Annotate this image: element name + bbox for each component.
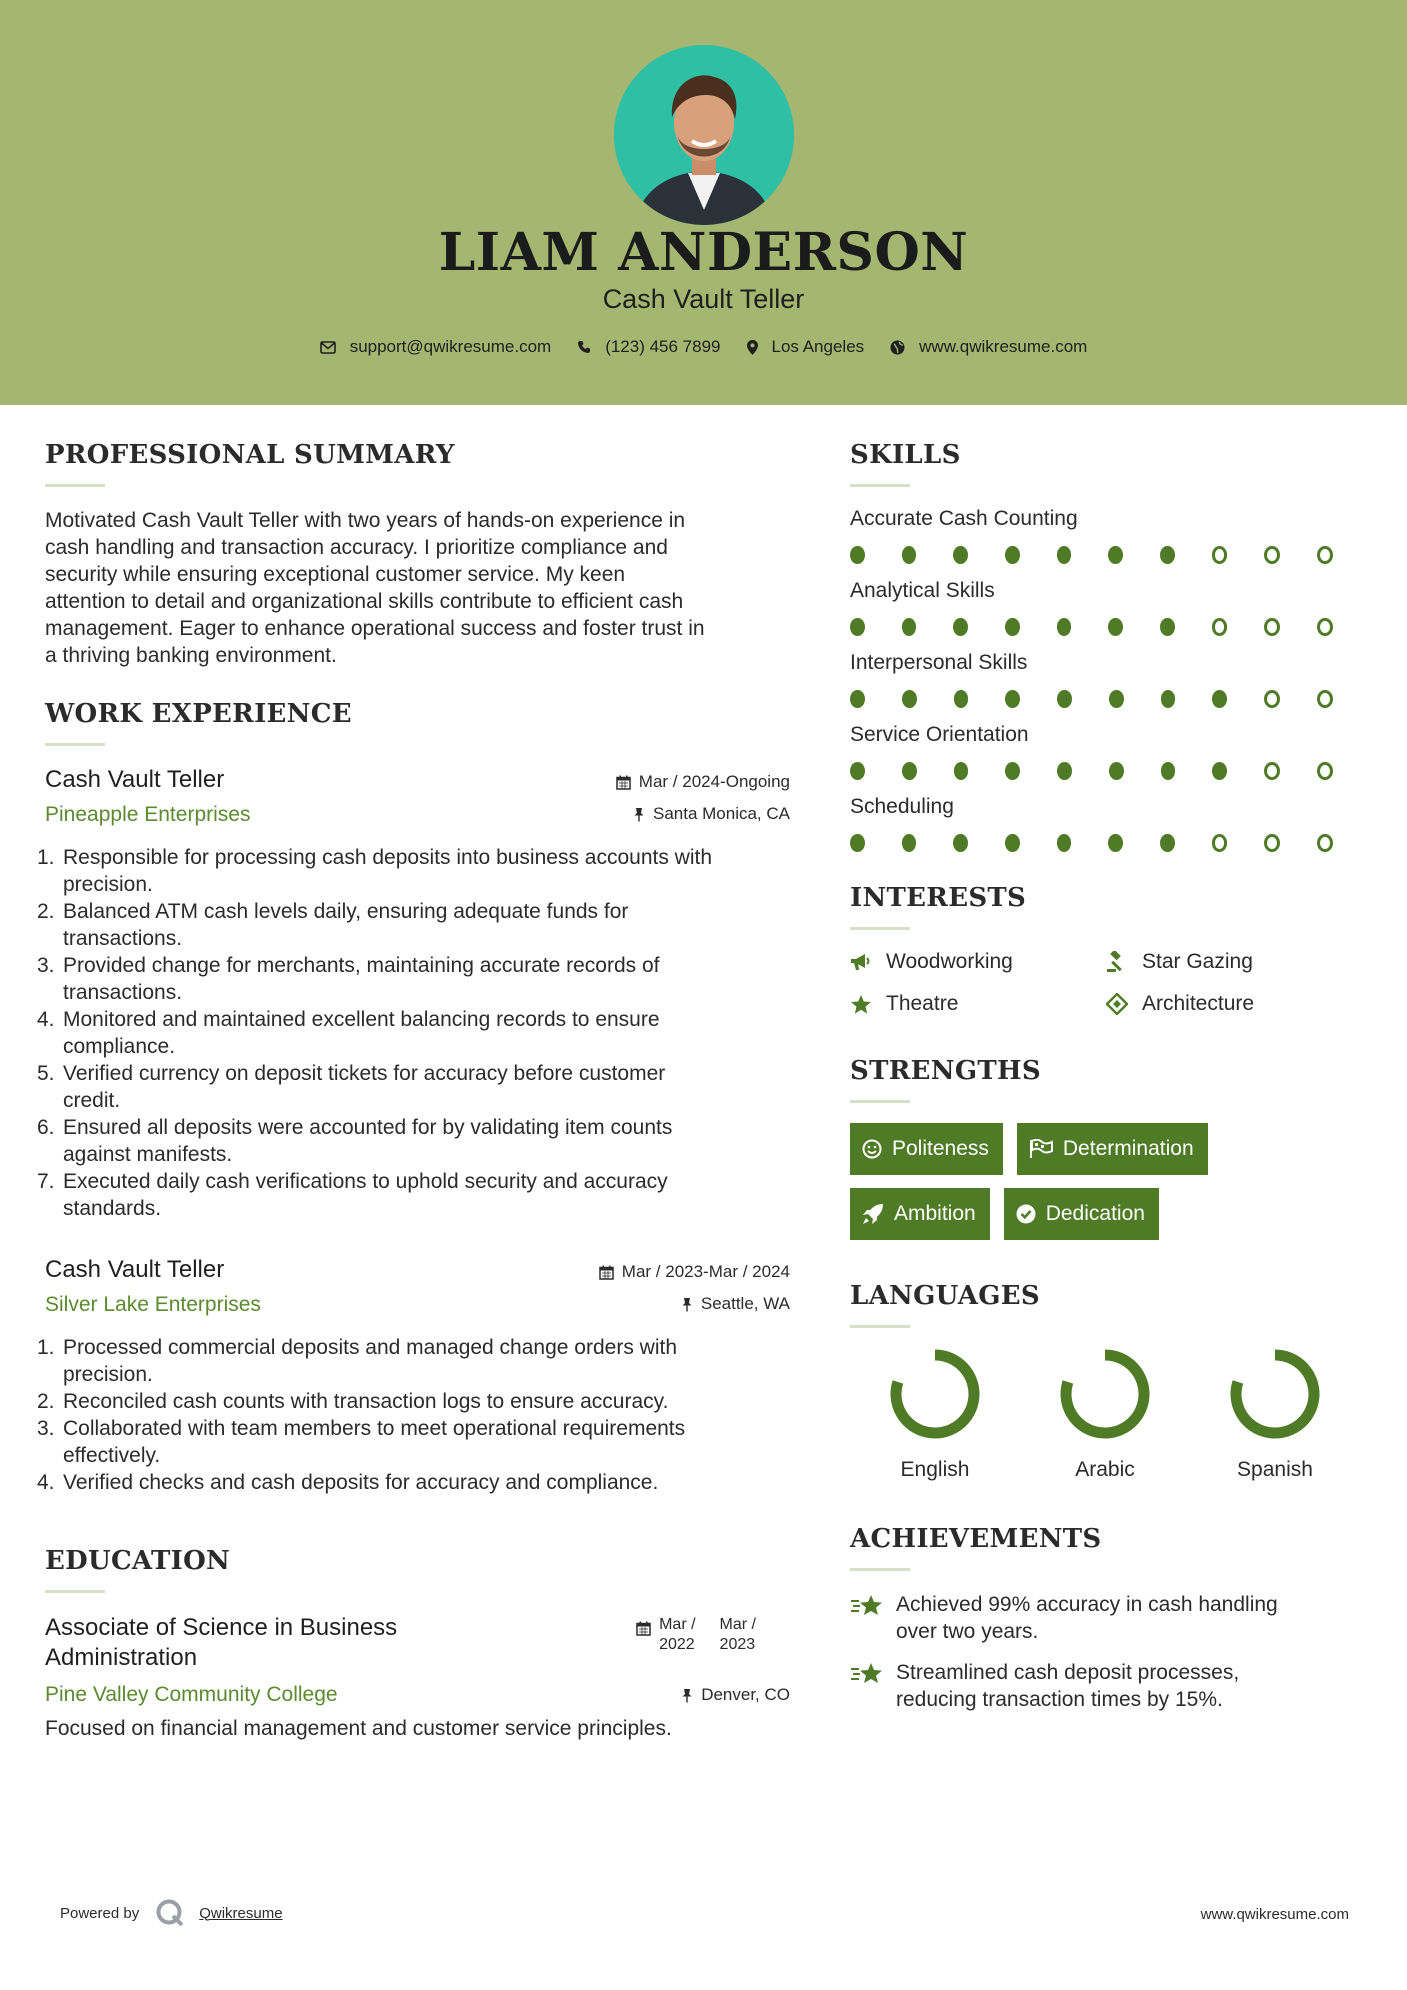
rating-dot-filled — [1005, 834, 1020, 852]
rating-dot-filled — [1109, 690, 1124, 708]
section-title-summary: PROFESSIONAL SUMMARY — [45, 440, 455, 470]
skills-list — [850, 507, 1370, 855]
strengths-section — [850, 1056, 1370, 1253]
profile-photo — [614, 45, 794, 225]
interest-item — [850, 950, 1106, 974]
list-item: 3. Collaborated with team members to meet operational requirements effectively. — [37, 1417, 686, 1467]
skill-item — [850, 723, 1370, 783]
interests-list — [850, 950, 1370, 1016]
education-dates — [636, 1615, 756, 1655]
skill-name: Service Orientation — [850, 723, 1029, 746]
rating-dot-filled — [953, 546, 968, 564]
flag-icon — [1029, 1139, 1053, 1159]
rating-dot-filled — [1057, 690, 1072, 708]
skill-item — [850, 579, 1370, 639]
interest-label: Star Gazing — [1142, 950, 1253, 973]
rating-dot-empty — [1264, 762, 1280, 780]
resume-header — [0, 0, 1407, 405]
languages-section — [850, 1281, 1370, 1482]
job-duties — [37, 844, 790, 1222]
job-location — [633, 804, 790, 824]
section-divider — [850, 1568, 910, 1571]
person-portrait-icon — [614, 45, 794, 225]
section-divider — [45, 743, 105, 746]
map-pin-icon — [747, 340, 758, 355]
list-item: 7. Executed daily cash verifications to uphold security and accuracy standards. — [37, 1170, 668, 1220]
achievement-item — [850, 1591, 1370, 1645]
rating-dot-empty — [1317, 762, 1333, 780]
section-divider — [850, 484, 910, 487]
summary-text — [45, 507, 790, 669]
location-text: Los Angeles — [771, 337, 865, 356]
rating-dot-filled — [1108, 834, 1123, 852]
rating-dot-filled — [1160, 834, 1175, 852]
section-divider — [45, 484, 105, 487]
rating-dot-filled — [850, 834, 865, 852]
rating-dot-filled — [850, 618, 865, 636]
rating-dot-empty — [1317, 546, 1333, 564]
list-item: 1. Responsible for processing cash deposits into business accounts with precision. — [37, 846, 713, 896]
rating-dot-filled — [1108, 618, 1123, 636]
star-award-icon — [850, 1593, 884, 1621]
pushpin-icon — [681, 1297, 693, 1312]
right-column — [850, 440, 1370, 1727]
section-title-strengths: STRENGTHS — [850, 1056, 1041, 1086]
job-title: Cash Vault Teller — [45, 766, 225, 793]
job-title: Cash Vault Teller — [45, 1256, 225, 1283]
summary-line: cash handling and transaction accuracy. I prioritize compliance and — [45, 536, 668, 559]
rating-dot-filled — [1160, 546, 1175, 564]
footer-url[interactable]: www.qwikresume.com — [1200, 1906, 1349, 1923]
job-header — [45, 1256, 790, 1324]
education-location — [681, 1685, 790, 1705]
rating-dot-filled — [954, 762, 969, 780]
rating-dot-filled — [1108, 546, 1123, 564]
rating-dot-filled — [902, 762, 917, 780]
list-item: 4. Monitored and maintained excellent balancing records to ensure compliance. — [37, 1008, 660, 1058]
gavel-icon — [1106, 951, 1128, 973]
rating-dot-filled — [953, 618, 968, 636]
language-progress-ring — [889, 1348, 981, 1440]
skill-name: Analytical Skills — [850, 579, 995, 602]
rating-dot-empty — [1264, 618, 1280, 636]
list-item: 3. Provided change for merchants, maintaining accurate records of transactions. — [37, 954, 660, 1004]
job-header — [45, 766, 790, 834]
achievements-section — [850, 1524, 1370, 1713]
strength-badge — [1004, 1188, 1159, 1240]
experience-section — [37, 699, 790, 1496]
rating-dot-filled — [1057, 762, 1072, 780]
rating-dot-filled — [850, 762, 865, 780]
rating-dot-filled — [902, 690, 917, 708]
rating-dot-filled — [1005, 690, 1020, 708]
section-title-experience: WORK EXPERIENCE — [45, 699, 352, 729]
rating-dot-filled — [954, 690, 969, 708]
skill-item — [850, 507, 1370, 567]
section-divider — [850, 927, 910, 930]
calendar-icon — [636, 1621, 651, 1636]
rating-dot-empty — [1212, 546, 1228, 564]
job-company: Pineapple Enterprises — [45, 803, 251, 826]
job-entry — [37, 766, 790, 1222]
bullhorn-icon — [850, 952, 872, 972]
skill-item — [850, 651, 1370, 711]
rocket-icon — [862, 1203, 884, 1225]
strengths-list — [850, 1123, 1370, 1253]
rating-dot-filled — [953, 834, 968, 852]
envelope-icon — [320, 341, 336, 354]
job-location-text: Seattle, WA — [700, 1294, 790, 1313]
rating-dot-filled — [1160, 618, 1175, 636]
rating-dot-empty — [1264, 690, 1280, 708]
job-date — [599, 1262, 790, 1282]
job-company: Silver Lake Enterprises — [45, 1293, 261, 1316]
smile-icon — [862, 1139, 882, 1159]
language-progress-ring — [1059, 1348, 1151, 1440]
language-progress-arc — [1236, 1355, 1314, 1433]
contact-phone[interactable] — [577, 337, 720, 357]
languages-list — [850, 1348, 1370, 1482]
skills-section — [850, 440, 1370, 855]
job-date-text: Mar / 2024-Ongoing — [638, 772, 790, 791]
skill-rating — [850, 687, 1370, 711]
language-progress-arc — [1066, 1355, 1144, 1433]
strength-label: Ambition — [894, 1202, 976, 1225]
summary-line: attention to detail and organizational skills contribute to efficient cash — [45, 590, 684, 613]
interest-label: Woodworking — [886, 950, 1013, 973]
candidate-name: LIAM ANDERSON — [438, 222, 969, 283]
skill-name: Accurate Cash Counting — [850, 507, 1078, 530]
rating-dot-filled — [1057, 618, 1072, 636]
language-name: Arabic — [1075, 1458, 1135, 1481]
skill-rating — [850, 543, 1370, 567]
language-item — [1020, 1348, 1190, 1482]
rating-dot-filled — [1005, 546, 1020, 564]
interest-item — [850, 992, 1106, 1016]
globe-icon — [890, 340, 905, 355]
section-title-interests: INTERESTS — [850, 883, 1027, 913]
language-item — [1190, 1348, 1360, 1482]
degree-title: Associate of Science in Business Administration — [45, 1614, 398, 1671]
section-title-education: EDUCATION — [45, 1546, 231, 1576]
education-start: Mar / 2022 — [659, 1616, 696, 1653]
rating-dot-filled — [1057, 834, 1072, 852]
summary-line: management. Eager to enhance operational success and foster trust in — [45, 617, 705, 640]
pushpin-icon — [681, 1688, 693, 1703]
rating-dot-empty — [1212, 618, 1228, 636]
qwikresume-logo-icon — [155, 1898, 185, 1928]
strength-label: Politeness — [892, 1137, 989, 1160]
language-name: Spanish — [1237, 1458, 1313, 1481]
rating-dot-empty — [1212, 834, 1228, 852]
summary-line: Motivated Cash Vault Teller with two years of hands-on experience in — [45, 509, 686, 532]
rating-dot-filled — [1161, 690, 1176, 708]
rating-dot-filled — [902, 834, 917, 852]
list-item: 2. Balanced ATM cash levels daily, ensuring adequate funds for transactions. — [37, 900, 629, 950]
job-location-text: Santa Monica, CA — [652, 804, 790, 823]
job-date-text: Mar / 2023-Mar / 2024 — [621, 1262, 790, 1281]
rating-dot-empty — [1264, 546, 1280, 564]
rating-dot-filled — [1109, 762, 1124, 780]
contact-location — [747, 337, 865, 357]
star-icon — [850, 994, 872, 1015]
rating-dot-empty — [1264, 834, 1280, 852]
contact-website[interactable] — [890, 337, 1087, 357]
rating-dot-filled — [850, 546, 865, 564]
language-name: English — [900, 1458, 970, 1481]
section-title-languages: LANGUAGES — [850, 1281, 1040, 1311]
calendar-icon — [599, 1265, 614, 1280]
summary-section — [45, 440, 790, 669]
interest-label: Theatre — [886, 992, 959, 1015]
strength-badge — [850, 1188, 990, 1240]
job-location — [681, 1294, 790, 1314]
ticket-icon — [1106, 993, 1128, 1015]
list-item: 6. Ensured all deposits were accounted for by validating item counts against manifests. — [37, 1116, 673, 1166]
skill-name: Interpersonal Skills — [850, 651, 1028, 674]
rating-dot-empty — [1317, 618, 1333, 636]
skill-rating — [850, 759, 1370, 783]
achievement-item — [850, 1659, 1370, 1713]
rating-dot-filled — [1005, 618, 1020, 636]
website-text: www.qwikresume.com — [919, 337, 1088, 356]
interest-item — [1106, 950, 1362, 974]
rating-dot-empty — [1317, 834, 1333, 852]
job-duties — [37, 1334, 790, 1496]
rating-dot-filled — [1057, 546, 1072, 564]
education-section — [45, 1546, 790, 1741]
job-date — [616, 772, 790, 792]
strength-label: Dedication — [1045, 1202, 1145, 1225]
language-item — [850, 1348, 1020, 1482]
interest-label: Architecture — [1142, 992, 1255, 1015]
strength-badge — [1017, 1123, 1208, 1175]
email-text: support@qwikresume.com — [349, 337, 552, 356]
brand-link[interactable]: Qwikresume — [199, 1904, 283, 1922]
section-divider — [850, 1100, 910, 1103]
phone-text: (123) 456 7899 — [605, 337, 721, 356]
strength-label: Determination — [1062, 1137, 1194, 1160]
powered-by-text: Powered by — [60, 1904, 140, 1922]
rating-dot-filled — [902, 546, 917, 564]
skill-name: Scheduling — [850, 795, 954, 818]
section-divider — [45, 1590, 105, 1593]
interest-item — [1106, 992, 1362, 1016]
rating-dot-filled — [1212, 762, 1227, 780]
rating-dot-filled — [850, 690, 865, 708]
list-item: 1. Processed commercial deposits and managed change orders with precision. — [37, 1336, 677, 1386]
contact-bar — [0, 337, 1407, 357]
school-name: Pine Valley Community College — [45, 1683, 338, 1706]
calendar-icon — [616, 775, 631, 790]
rating-dot-empty — [1317, 690, 1333, 708]
candidate-title: Cash Vault Teller — [602, 284, 805, 314]
strength-badge — [850, 1123, 1003, 1175]
footer-powered-by — [60, 1898, 283, 1928]
check-circle-icon — [1016, 1204, 1036, 1224]
education-description: Focused on financial management and customer service principles. — [45, 1717, 672, 1740]
summary-line: a thriving banking environment. — [45, 644, 337, 667]
education-entry — [45, 1613, 790, 1741]
list-item: 2. Reconciled cash counts with transaction logs to ensure accuracy. — [37, 1390, 669, 1413]
achievement-text: Streamlined cash deposit processes, reducing transaction times by 15%. — [896, 1661, 1240, 1711]
section-divider — [850, 1325, 910, 1328]
rating-dot-filled — [902, 618, 917, 636]
education-end: Mar / 2023 — [719, 1616, 756, 1653]
left-column — [37, 440, 790, 1741]
contact-email[interactable] — [320, 337, 552, 357]
skill-rating — [850, 831, 1370, 855]
star-award-icon — [850, 1661, 884, 1689]
section-title-skills: SKILLS — [850, 440, 961, 470]
rating-dot-filled — [1161, 762, 1176, 780]
pushpin-icon — [633, 807, 645, 822]
phone-icon — [577, 340, 591, 354]
list-item: 5. Verified currency on deposit tickets for accuracy before customer credit. — [37, 1062, 666, 1112]
summary-line: security while ensuring exceptional customer service. My keen — [45, 563, 626, 586]
achievement-text: Achieved 99% accuracy in cash handling over two years. — [896, 1593, 1278, 1643]
section-title-achievements: ACHIEVEMENTS — [850, 1524, 1102, 1554]
list-item: 4. Verified checks and cash deposits for accuracy and compliance. — [37, 1471, 659, 1494]
rating-dot-filled — [1212, 690, 1227, 708]
skill-item — [850, 795, 1370, 855]
education-location-text: Denver, CO — [701, 1685, 790, 1704]
job-entry — [37, 1256, 790, 1496]
skill-rating — [850, 615, 1370, 639]
language-progress-ring — [1229, 1348, 1321, 1440]
language-progress-arc — [896, 1355, 974, 1433]
rating-dot-filled — [1005, 762, 1020, 780]
interests-section — [850, 883, 1370, 1016]
